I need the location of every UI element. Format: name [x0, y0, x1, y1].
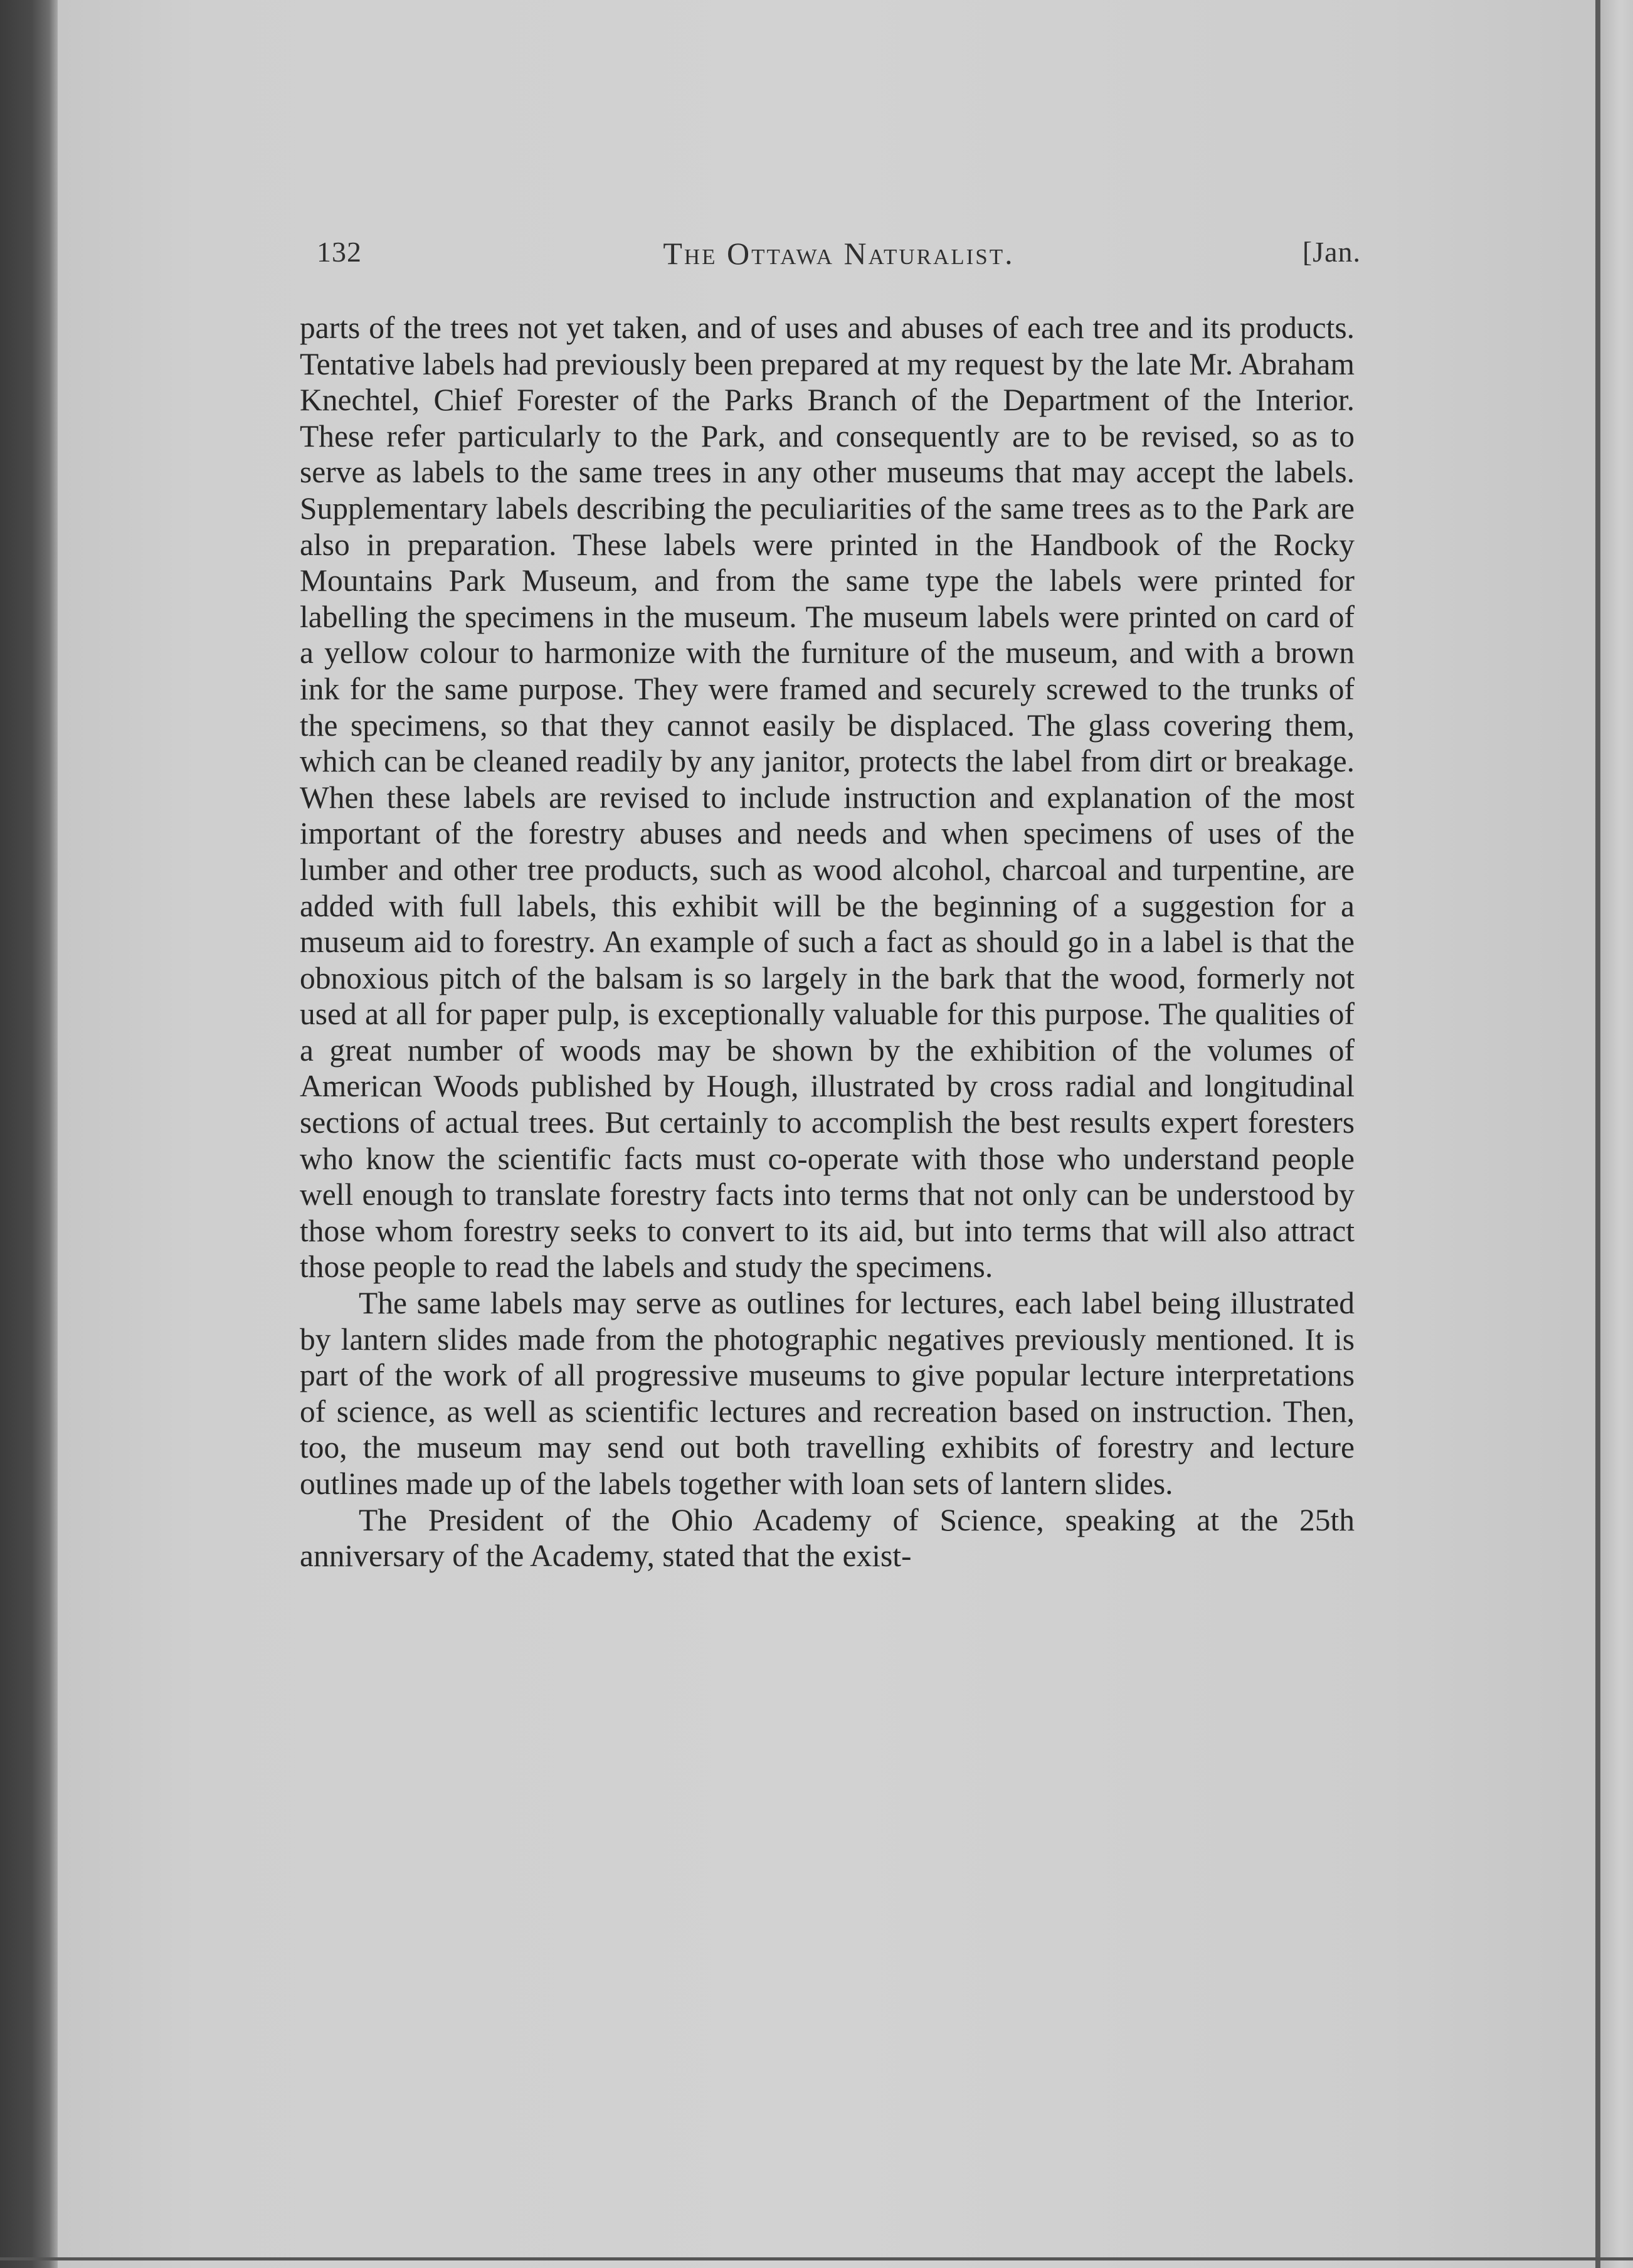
page-edge-right — [1600, 0, 1633, 2268]
bottom-edge-rule — [0, 2257, 1633, 2260]
paragraph: The President of the Ohio Academy of Science, speaking at the 25th anniversary of the Academy, stated that the exist- — [300, 1502, 1355, 1574]
running-title: The Ottawa Naturalist. — [663, 236, 1015, 271]
paragraph: parts of the trees not yet taken, and of uses and abuses of each tree and its products. Tentative labels had previously been prepared at my request by the late Mr. Abraham Knechtel, Chief Forester of the Parks Branch of the Department of the Interior. These refer particularly to the Park, and consequently are to be revised, so as to serve as labels to the same trees in any other museums that may accept the labels. Supplementary labels describing the peculiarities of the same trees as to the Park are also in preparation. These labels were printed in the Handbook of the Rocky Mountains Park Museum, and from the same type the labels were printed for labelling the specimens in the museum. The museum labels were printed on card of a yellow colour to harmonize with the furniture of the museum, and with a brown ink for the same purpose. They were framed and securely screwed to the trunks of the specimens, so that they cannot easily be displaced. The glass covering them, which can be cleaned readily by any janitor, protects the label from dirt or breakage. When these labels are revised to include instruction and explanation of the most important of the forestry abuses and needs and when specimens of uses of the lumber and other tree products, such as wood alcohol, charcoal and turpentine, are added with full labels, this exhibit will be the beginning of a suggestion for a museum aid to forestry. An example of such a fact as should go in a label is that the obnoxious pitch of the balsam is so largely in the bark that the wood, formerly not used at all for paper pulp, is exceptionally valuable for this purpose. The qualities of a great number of woods may be shown by the exhibition of the volumes of American Woods published by Hough, illustrated by cross radial and longitudinal sections of actual trees. But certainly to accomplish the best results expert foresters who know the scientific facts must co-operate with those who understand people well enough to translate forestry facts into terms that not only can be understood by those whom forestry seeks to convert to its aid, but into terms that will also attract those people to read the labels and study the specimens. — [300, 310, 1355, 1285]
issue-mark: [Jan. — [1302, 236, 1361, 268]
book-binding-right — [1595, 0, 1600, 2268]
book-binding-left — [0, 0, 58, 2268]
running-header — [317, 235, 1361, 285]
article-body — [300, 310, 1355, 1574]
page-number: 132 — [317, 236, 362, 268]
paragraph: The same labels may serve as outlines for lectures, each label being illustrated by lantern slides made from the photographic negatives previously mentioned. It is part of the work of all progressive museums to give popular lecture interpretations of science, as well as scientific lectures and recreation based on instruction. Then, too, the museum may send out both travelling exhibits of forestry and lecture outlines made up of the labels together with loan sets of lantern slides. — [300, 1286, 1355, 1501]
